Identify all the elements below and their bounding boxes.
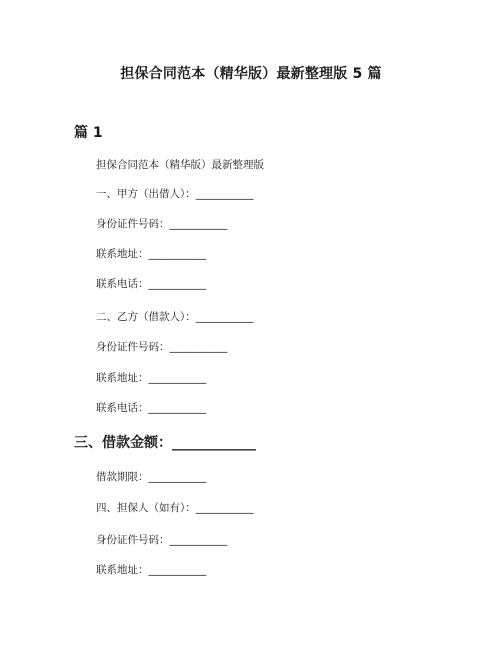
- section-heading-1: 篇 1: [74, 125, 103, 141]
- party-a-address-line: 联系地址：___________: [96, 248, 207, 260]
- guarantor-line: 四、担保人（如有）：___________: [96, 502, 254, 514]
- loan-amount-heading: 三、借款金额：____________: [74, 435, 256, 451]
- party-a-id-line: 身份证件号码：___________: [96, 218, 228, 230]
- guarantor-id-line: 身份证件号码：___________: [96, 534, 228, 546]
- loan-term-line: 借款期限：___________: [96, 471, 207, 483]
- party-b-id-line: 身份证件号码：___________: [96, 341, 228, 353]
- party-a-phone-line: 联系电话：___________: [96, 278, 207, 290]
- party-b-address-line: 联系地址：___________: [96, 372, 207, 384]
- document-subtitle: 担保合同范本（精华版）最新整理版: [96, 159, 264, 171]
- document-title: 担保合同范本（精华版）最新整理版 5 篇: [120, 66, 382, 82]
- party-b-phone-line: 联系电话：___________: [96, 402, 207, 414]
- party-a-line: 一、甲方（出借人）：___________: [96, 188, 254, 200]
- guarantor-address-line: 联系地址：___________: [96, 564, 207, 576]
- party-b-line: 二、乙方（借款人）：___________: [96, 311, 254, 323]
